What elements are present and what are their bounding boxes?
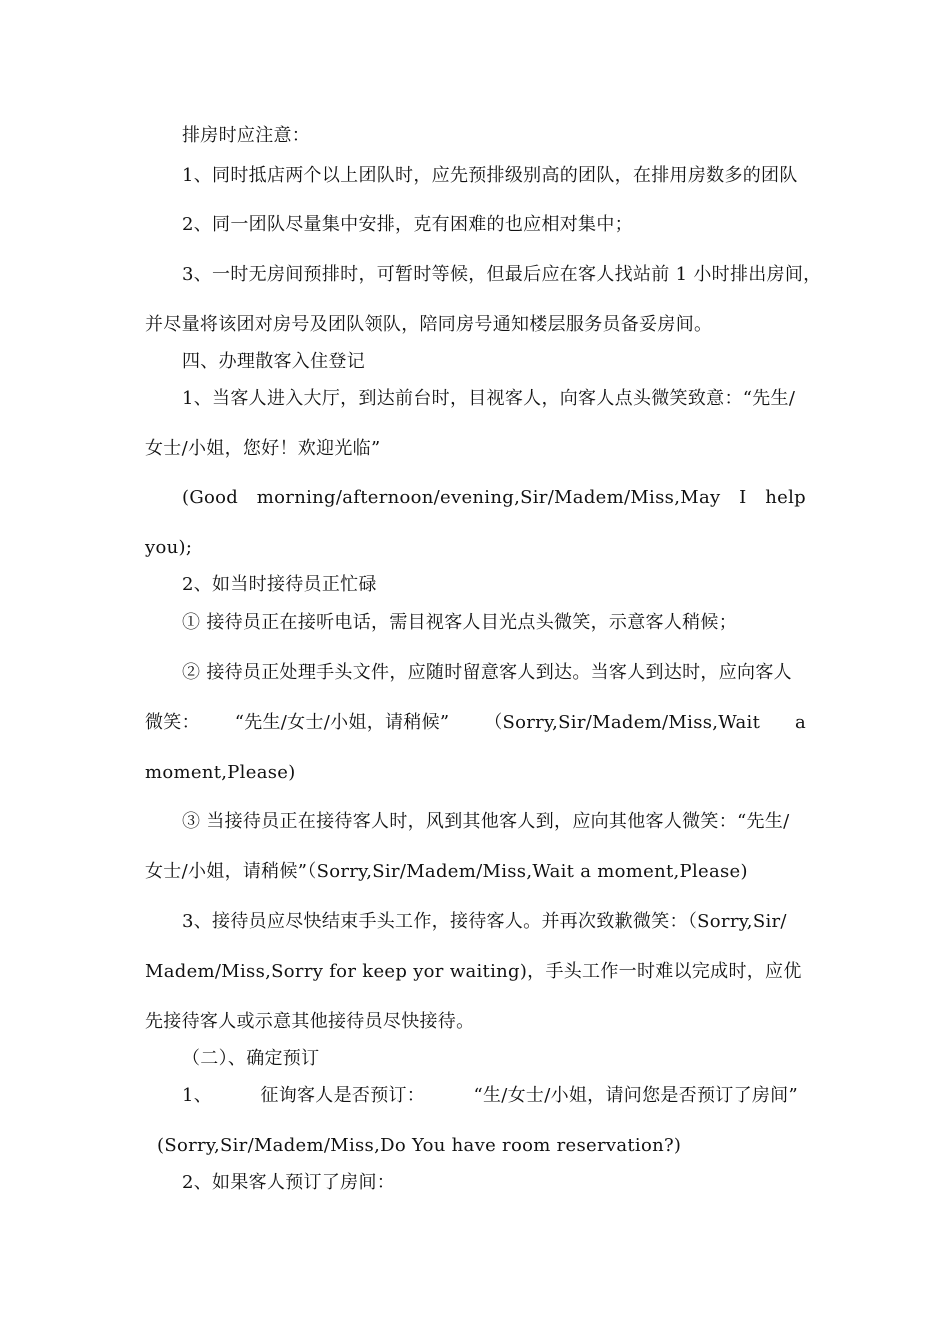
paragraph-line: 1、当客人进入大厅，到达前台时，目视客人，向客人点头微笑致意：“先生/ (182, 388, 796, 409)
word: “先生/女士/小姐，请稍候” (234, 712, 450, 733)
word: 微笑： (145, 712, 200, 733)
paragraph-line: 先接待客人或示意其他接待员尽快接待。 (145, 1011, 475, 1032)
word: a (794, 712, 806, 733)
paragraph-line: 2、如当时接待员正忙碌 (182, 574, 377, 595)
paragraph-line: moment,Please) (145, 762, 296, 783)
word: help (765, 487, 806, 508)
paragraph-line: (Sorry,Sir/Madem/Miss,Do You have room reservation?) (157, 1135, 682, 1156)
word: morning/afternoon/evening,Sir/Madem/Miss,May (256, 487, 721, 508)
paragraph-line: 1、同时抵店两个以上团队时，应先预排级别高的团队，在排用房数多的团队 (182, 165, 798, 186)
word: （Sorry,Sir/Madem/Miss,Wait (484, 712, 761, 733)
paragraph-line: ③ 当接待员正在接待客人时，风到其他客人到，应向其他客人微笑：“先生/ (182, 811, 790, 832)
word: (Good (182, 487, 239, 508)
word: “生/女士/小姐，请问您是否预订了房间” (473, 1085, 798, 1106)
word: 1、 (182, 1085, 213, 1106)
paragraph-line: you); (145, 537, 193, 558)
paragraph-line-justified (182, 1084, 798, 1108)
paragraph-line: 排房时应注意： (182, 125, 311, 146)
paragraph-line: ① 接待员正在接听电话，需目视客人目光点头微笑，示意客人稍候； (182, 612, 738, 633)
paragraph-line: 3、一时无房间预排时，可暂时等候，但最后应在客人找站前 1 小时排出房间， (182, 264, 822, 285)
section-heading: （二）、确定预订 (182, 1048, 320, 1069)
paragraph-line: 3、接待员应尽快结束手头工作，接待客人。并再次致歉微笑：（Sorry,Sir/ (182, 911, 787, 932)
paragraph-line: 并尽量将该团对房号及团队领队，陪同房号通知楼层服务员备妥房间。 (145, 314, 713, 335)
paragraph-line: 2、同一团队尽量集中安排，克有困难的也应相对集中； (182, 214, 633, 235)
word: I (739, 487, 747, 508)
paragraph-line: 女士/小姐，请稍候”（Sorry,Sir/Madem/Miss,Wait a moment,Please) (145, 861, 748, 882)
section-heading: 四、办理散客入住登记 (182, 351, 365, 372)
word: 征询客人是否预订： (260, 1085, 426, 1106)
paragraph-line: ② 接待员正处理手头文件，应随时留意客人到达。当客人到达时，应向客人 (182, 662, 792, 683)
paragraph-line: 女士/小姐，您好！欢迎光临” (145, 438, 381, 459)
paragraph-line-justified (145, 711, 806, 735)
paragraph-line: Madem/Miss,Sorry for keep yor waiting)，手头工作一时难以完成时，应优 (145, 961, 802, 982)
paragraph-line-justified (182, 486, 806, 510)
paragraph-line: 2、如果客人预订了房间： (182, 1172, 396, 1193)
